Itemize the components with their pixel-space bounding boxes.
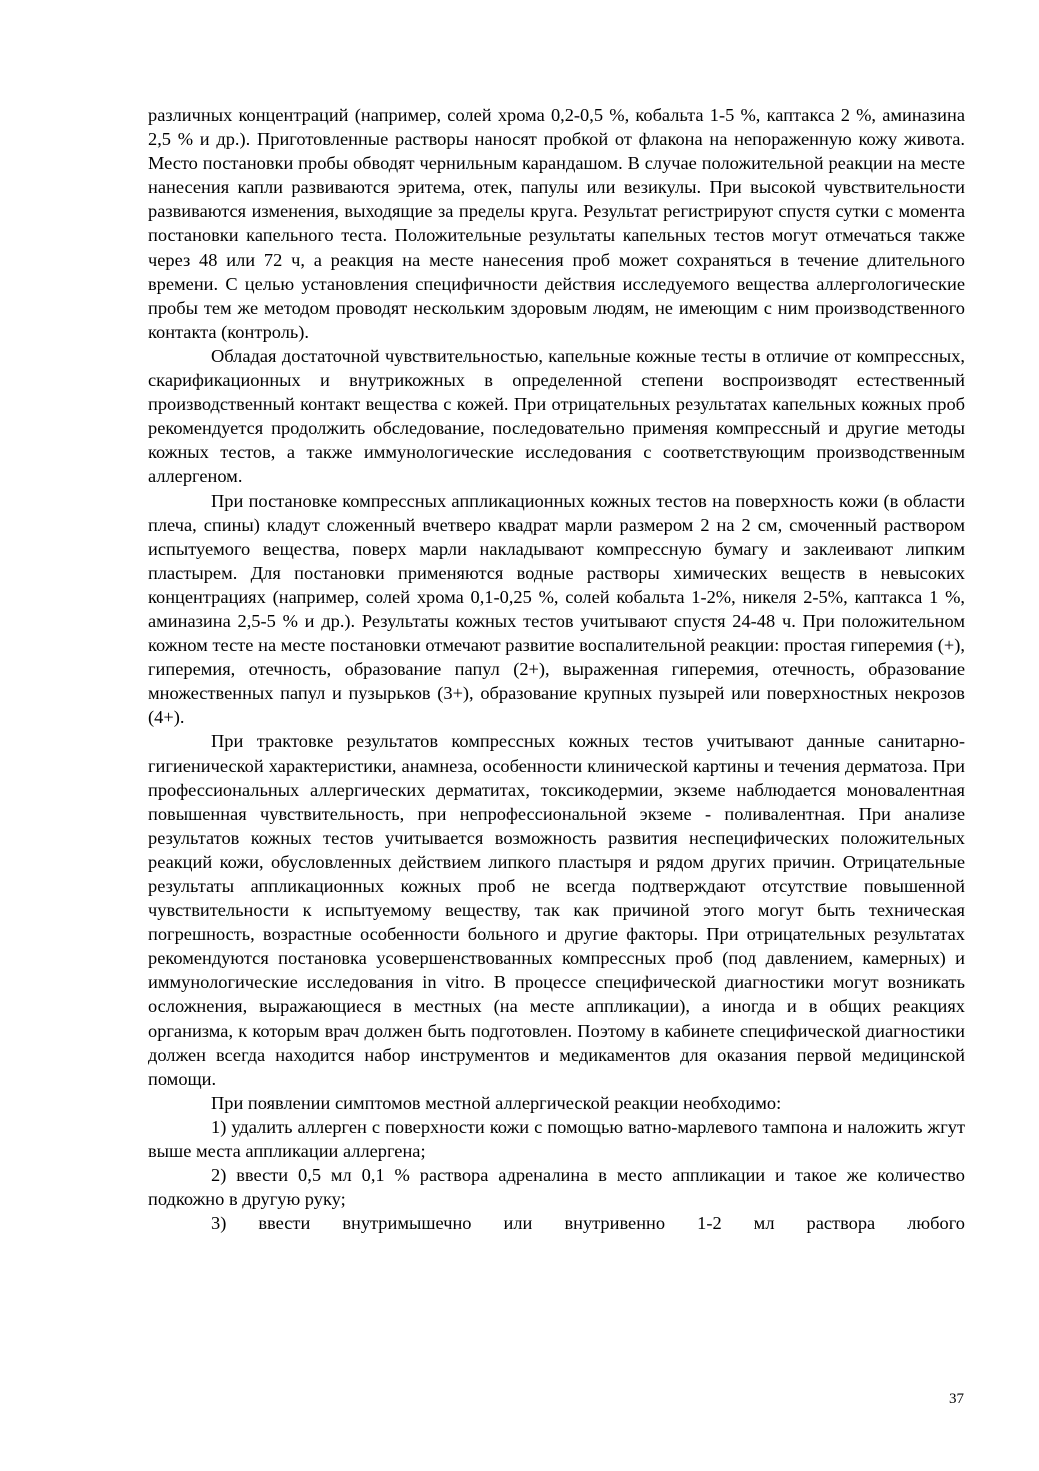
paragraph-3: При постановке компрессных аппликационных кожных тестов на поверхность кожи (в области плеча, спины) кладут сложенный вчетверо квадрат марли размером 2 на 2 см, смоченный раствором испытуемого вещества, поверх марли накладывают компрессную бумагу и заклеивают липким пластырем. Для постановки применяются водные растворы химических веществ в невысоких концентрациях (например, солей хрома 0,1-0,25 %, солей кобальта 1-2%, никеля 2-5%, каптакса 1 %, аминазина 2,5-5 % и др.). Результаты кожных тестов учитывают спустя 24-48 ч. При положительном кожном тесте на месте постановки отмечают развитие воспалительной реакции: простая гиперемия (+), гиперемия, отечность, образование папул (2+), выраженная гиперемия, отечность, образование множественных папул и пузырьков (3+), образование крупных пузырей или поверхностных некрозов (4+).: [148, 490, 965, 728]
paragraph-1: различных концентраций (например, солей хрома 0,2-0,5 %, кобальта 1-5 %, каптакса 2 %, аминазина 2,5 % и др.). Приготовленные растворы наносят пробкой от флакона на непораженную кожу живота. Место постановки пробы обводят чернильным карандашом. В случае положительной реакции на месте нанесения капли развиваются эритема, отек, папулы или везикулы. При высокой чувствительности развиваются изменения, выходящие за пределы круга. Результат регистрируют спустя сутки с момента постановки капельного теста. Положительные результаты капельных тестов могут отмечаться также через 48 или 72 ч, а реакция на месте нанесения проб может сохраняться в течение длительного времени. С целью установления специфичности действия исследуемого вещества аллергологические пробы тем же методом проводят нескольким здоровым людям, не имеющим с ним производственного контакта (контроль).: [148, 105, 965, 342]
paragraph-4: При трактовке результатов компрессных кожных тестов учитывают данные санитарно-гигиенической характеристики, анамнеза, особенности клинической картины и течения дерматоза. При профессиональных аллергических дерматитах, токсикодермии, экземе наблюдается моновалентная повышенная чувствительность, при непрофессиональной экземе - поливалентная. При анализе результатов кожных тестов учитывается возможность развития неспецифических положительных реакций кожи, обусловленных действием липкого пластыря и рядом других причин. Отрицательные результаты аппликационных кожных проб не всегда подтверждают отсутствие повышенной чувствительности к испытуемому веществу, так как причиной этого могут быть техническая погрешность, возрастные особенности больного и другие факторы. При отрицательных результатах рекомендуются постановка усовершенствованных компрессных проб (под давлением, камерных) и иммунологические исследования in vitro. В процессе специфической диагностики могут возникать осложнения, выражающиеся в местных (на месте аппликации), а иногда и в общих реакциях организма, к которым врач должен быть подготовлен. Поэтому в кабинете специфической диагностики должен всегда находится набор инструментов и медикаментов для оказания первой медицинской помощи.: [148, 731, 965, 1089]
list-item-2: 2) ввести 0,5 мл 0,1 % раствора адреналина в место аппликации и такое же количество подкожно в другую руку;: [148, 1165, 965, 1210]
list-item-1: 1) удалить аллерген с поверхности кожи с помощью ватно-марлевого тампона и наложить жгут выше места аппликации аллергена;: [148, 1116, 965, 1162]
list-item-3: 3) ввести внутримышечно или внутривенно 1-2 мл раствора любого: [211, 1213, 965, 1234]
page-body: [148, 103, 965, 1235]
page-number: 37: [949, 1391, 964, 1407]
paragraph-5: При появлении симптомов местной аллергической реакции необходимо:: [211, 1092, 782, 1113]
paragraph-2: Обладая достаточной чувствительностью, капельные кожные тесты в отличие от компрессных, скарификационных и внутрикожных в определенной степени воспроизводят естественный производственный контакт вещества с кожей. При отрицательных результатах капельных кожных проб рекомендуется продолжить обследование, последовательно применяя компрессный и другие методы кожных тестов, а также иммунологические исследования с соответствующим производственным аллергеном.: [148, 345, 965, 487]
